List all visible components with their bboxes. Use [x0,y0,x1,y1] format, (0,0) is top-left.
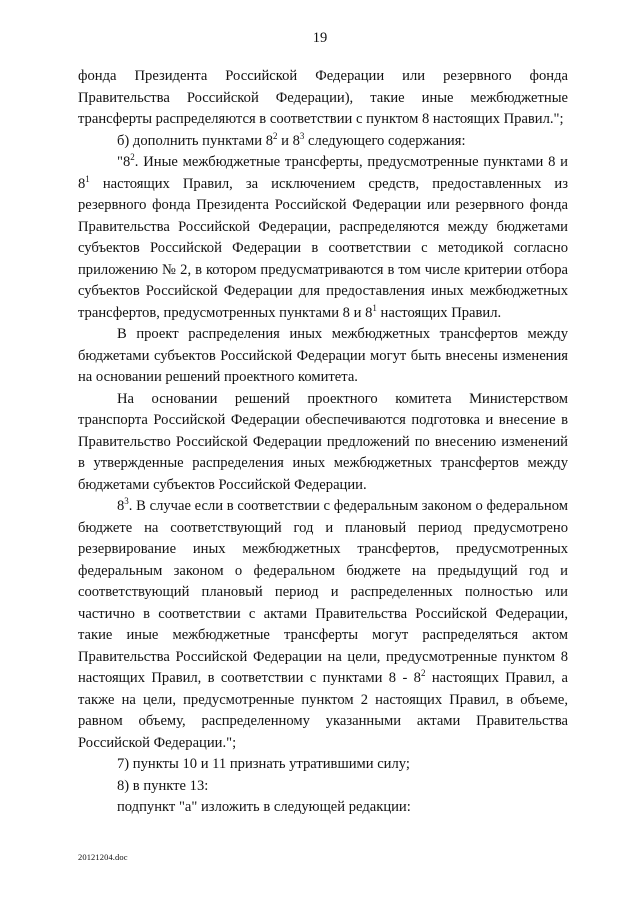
superscript: 3 [299,130,305,141]
paragraph-subitem-a: подпункт "а" изложить в следующей редакции: [117,799,411,815]
superscript: 1 [372,302,377,313]
footer-filename: 20121204.doc [78,852,128,862]
paragraph-clause-8-3 [78,496,568,754]
paragraph-item-8: 8) в пункте 13: [117,777,209,794]
text-segment: "8 [117,154,131,170]
superscript: 2 [130,152,135,163]
document-body [78,66,568,819]
superscript: 2 [273,130,278,141]
superscript: 1 [85,173,90,184]
text-segment: . Иные межбюджетные трансферты, предусмотренные пунктами 8 и 8 [78,154,568,192]
superscript: 2 [420,668,426,679]
paragraph-item-7: 7) пункты 10 и 11 признать утратившими силу; [117,756,410,772]
text-segment: б) дополнить пунктами 8 [117,132,273,149]
paragraph-ministry-proposals: На основании решений проектного комитета Министерством транспорта Российской Федерации обеспечиваются подготовка и внесение в Правительство Российской Федерации предложений по внесению изменений в утвержденные распределения иных межбюджетных трансфертов между бюджетами субъектов Российской Федерации. [78,390,568,493]
text-segment: настоящих Правил, а также на цели, предусмотренные пунктом 2 настоящих Правил, в объеме, равном объему, распределенному указанными актами Правительства Российской Федерации."; [78,670,568,751]
text-segment: и 8 [277,132,300,149]
paragraph-clause-8-2 [78,152,568,324]
paragraph-item-6 [78,131,568,153]
text-segment: . В случае если в соответствии с федеральным законом о федеральном бюджете на соответствующий год и плановый период предусмотрено резервирование иных межбюджетных трансфертов, предусмотренных федеральным законом о федеральном бюджете на предыдущий год и соответствующий плановый период и распределенных полностью или частично в соответствии с актами Правительства Российской Федерации, такие иные межбюджетные трансферты могут распределяться актом Правительства Российской Федерации на цели, предусмотренные пунктом 8 настоящих Правил, в соответствии с пунктами 8 - 8 [78,498,568,686]
paragraph-draft-changes: В проект распределения иных межбюджетных трансфертов между бюджетами субъектов Российской Федерации могут быть внесены изменения на основании решений проектного комитета. [78,326,568,385]
text-segment: настоящих Правил. [376,304,502,321]
text-segment: настоящих Правил, за исключением средств, предоставленных из резервного фонда Президента Российской Федерации или резервного фонда Правительства Российской Федерации, распределяются между бюджетами субъектов Российской Федерации в соответствии с методикой согласно приложению № 2, в котором предусматриваются в том числе критерии отбора субъектов Российской Федерации для предоставления иных межбюджетных трансфертов, предусмотренных пунктами 8 и 8 [78,175,568,321]
text-segment: следующего содержания: [304,132,466,149]
page-number: 19 [312,30,328,46]
text-segment: 8 [117,498,125,514]
superscript: 3 [124,496,129,507]
paragraph-continuation: фонда Президента Российской Федерации или резервного фонда Правительства Российской Федерации), такие иные межбюджетные трансферты распределяются в соответствии с пунктом 8 настоящих Правил."; [78,68,568,127]
